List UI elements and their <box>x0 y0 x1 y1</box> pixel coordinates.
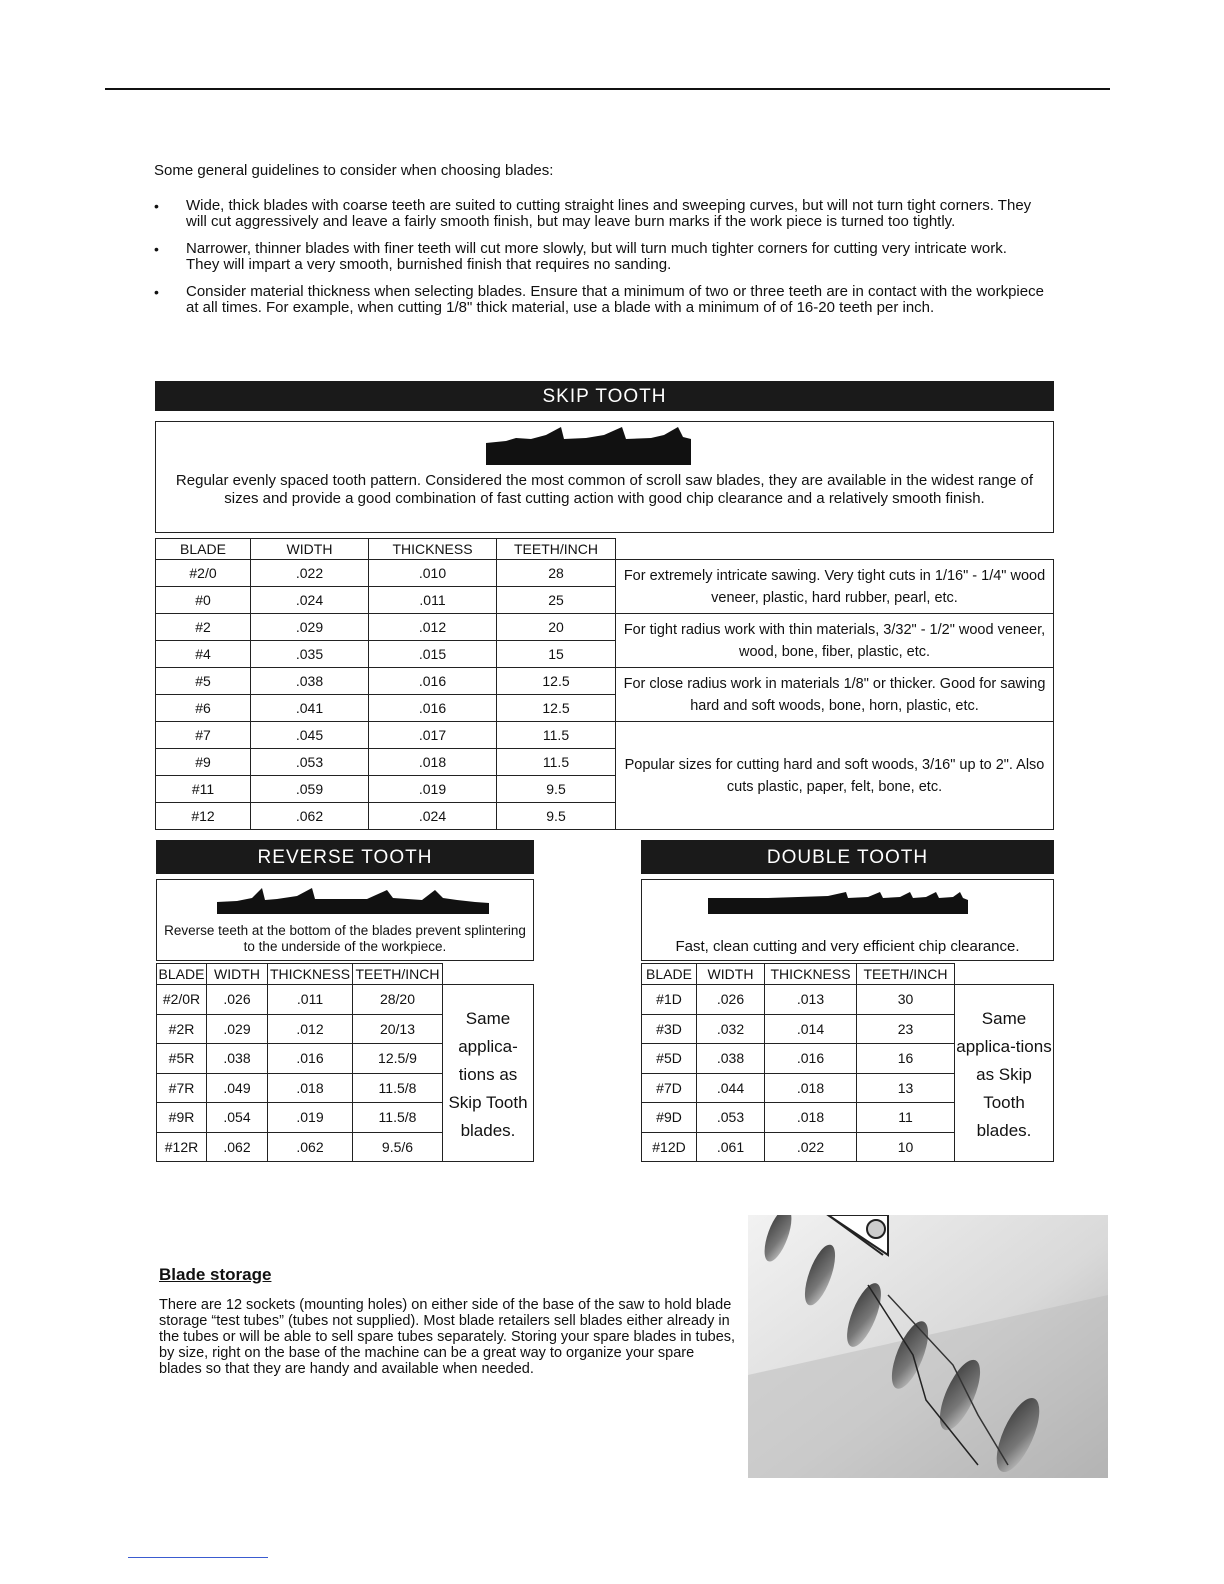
blade-storage-heading: Blade storage <box>159 1265 272 1284</box>
column-header: WIDTH <box>251 539 369 560</box>
cell-blade: #4 <box>156 641 251 668</box>
cell-blade: #7 <box>156 722 251 749</box>
skip-tooth-title: SKIP TOOTH <box>155 381 1054 411</box>
cell-blade: #9R <box>157 1103 207 1133</box>
cell-teeth: 15 <box>497 641 616 668</box>
skip-tooth-description-box <box>155 421 1054 533</box>
table-header-row <box>642 964 1054 985</box>
cell-teeth: 20/13 <box>353 1014 443 1044</box>
double-tooth-table <box>641 963 1054 1162</box>
cell-width: .029 <box>207 1014 268 1044</box>
cell-thickness: .062 <box>268 1132 353 1162</box>
cell-width: .038 <box>697 1044 765 1074</box>
cell-blade: #1D <box>642 985 697 1015</box>
cell-width: .035 <box>251 641 369 668</box>
cell-blade: #5R <box>157 1044 207 1074</box>
skip-tooth-description: Regular evenly spaced tooth pattern. Considered the most common of scroll saw blades, they are available in the widest range of sizes and provide a good combination of fast cutting action with good chip clearance and a relatively smooth finish. <box>175 472 1034 507</box>
reverse-tooth-title: REVERSE TOOTH <box>156 840 534 874</box>
column-header: TEETH/INCH <box>497 539 616 560</box>
cell-thickness: .011 <box>268 985 353 1015</box>
header-rule <box>105 88 1110 90</box>
cell-thickness: .019 <box>268 1103 353 1133</box>
skip-tooth-blade-icon <box>486 425 691 467</box>
cell-width: .022 <box>251 560 369 587</box>
cell-blade: #5 <box>156 668 251 695</box>
double-tooth-blade-icon <box>708 888 968 916</box>
reverse-tooth-description-box <box>156 879 534 961</box>
application-note: For tight radius work with thin materials, 3/32" - 1/2" wood veneer, wood, bone, fiber, plastic, etc. <box>616 614 1054 668</box>
cell-width: .038 <box>251 668 369 695</box>
cell-thickness: .016 <box>765 1044 857 1074</box>
cell-thickness: .013 <box>765 985 857 1015</box>
cell-width: .026 <box>207 985 268 1015</box>
cell-blade: #2R <box>157 1014 207 1044</box>
cell-blade: #12 <box>156 803 251 830</box>
table-row <box>156 722 1054 749</box>
blank-header <box>616 539 1054 560</box>
column-header: BLADE <box>642 964 697 985</box>
blade-storage-text: There are 12 sockets (mounting holes) on either side of the base of the saw to hold blade storage “test tubes” (tubes not supplied). Most blade retailers sell blades either already in the tubes or will be able to sell spare tubes separately. Storing your spare blades in tubes, by size, right on the base of the machine can be a great way to organize your spare blades so that they are handy and available when needed. <box>159 1297 736 1377</box>
skip-tooth-section <box>155 381 1054 830</box>
cell-thickness: .012 <box>369 614 497 641</box>
reverse-tooth-table <box>156 963 534 1162</box>
blade-storage-photo <box>748 1215 1108 1478</box>
cell-blade: #7D <box>642 1073 697 1103</box>
cell-thickness: .010 <box>369 560 497 587</box>
cell-thickness: .018 <box>369 749 497 776</box>
cell-teeth: 28 <box>497 560 616 587</box>
cell-thickness: .014 <box>765 1014 857 1044</box>
cell-thickness: .018 <box>765 1073 857 1103</box>
cell-width: .062 <box>207 1132 268 1162</box>
cell-thickness: .018 <box>765 1103 857 1133</box>
list-item: • Narrower, thinner blades with finer teeth will cut more slowly, but will turn much tighter corners for cutting very intricate work. They will impart a very smooth, burnished finish that requires no sanding. <box>154 241 1044 273</box>
cell-teeth: 16 <box>857 1044 955 1074</box>
application-note: Same applica-tions as Skip Tooth blades. <box>955 985 1054 1162</box>
cell-teeth: 11.5/8 <box>353 1103 443 1133</box>
cell-teeth: 30 <box>857 985 955 1015</box>
cell-thickness: .019 <box>369 776 497 803</box>
cell-teeth: 9.5/6 <box>353 1132 443 1162</box>
reverse-tooth-description: Reverse teeth at the bottom of the blades prevent splintering to the underside of the workpiece. <box>164 923 526 954</box>
table-header-row <box>157 964 534 985</box>
application-note: For close radius work in materials 1/8" or thicker. Good for sawing hard and soft woods, bone, horn, plastic, etc. <box>616 668 1054 722</box>
application-note: Same applica-tions as Skip Tooth blades. <box>443 985 534 1162</box>
column-header: THICKNESS <box>268 964 353 985</box>
application-note: Popular sizes for cutting hard and soft woods, 3/16" up to 2". Also cuts plastic, paper, felt, bone, etc. <box>616 722 1054 830</box>
column-header: WIDTH <box>697 964 765 985</box>
cell-width: .044 <box>697 1073 765 1103</box>
cell-blade: #5D <box>642 1044 697 1074</box>
cell-teeth: 9.5 <box>497 803 616 830</box>
cell-blade: #9 <box>156 749 251 776</box>
column-header: TEETH/INCH <box>353 964 443 985</box>
cell-thickness: .016 <box>369 695 497 722</box>
column-header: BLADE <box>157 964 207 985</box>
blank-header <box>955 964 1054 985</box>
reverse-tooth-section <box>156 840 534 1162</box>
cell-blade: #0 <box>156 587 251 614</box>
double-tooth-description: Fast, clean cutting and very efficient chip clearance. <box>675 938 1020 955</box>
cell-blade: #12R <box>157 1132 207 1162</box>
cell-teeth: 11 <box>857 1103 955 1133</box>
double-tooth-title: DOUBLE TOOTH <box>641 840 1054 874</box>
table-header-row <box>156 539 1054 560</box>
list-item: • Wide, thick blades with coarse teeth are suited to cutting straight lines and sweeping curves, but will not turn tight corners. They will cut aggressively and leave a fairly smooth finish, but may leave burn marks if the work piece is turned too tightly. <box>154 198 1044 230</box>
cell-width: .061 <box>697 1132 765 1162</box>
cell-width: .045 <box>251 722 369 749</box>
table-row <box>156 560 1054 587</box>
cell-width: .024 <box>251 587 369 614</box>
list-item: • Consider material thickness when selecting blades. Ensure that a minimum of two or three teeth are in contact with the workpiece at all times. For example, when cutting 1/8" thick material, use a blade with a minimum of of 16-20 teeth per inch. <box>154 284 1044 316</box>
cell-width: .032 <box>697 1014 765 1044</box>
cell-teeth: 10 <box>857 1132 955 1162</box>
cell-blade: #2/0 <box>156 560 251 587</box>
column-header: TEETH/INCH <box>857 964 955 985</box>
cell-width: .041 <box>251 695 369 722</box>
cell-width: .054 <box>207 1103 268 1133</box>
cell-teeth: 20 <box>497 614 616 641</box>
column-header: THICKNESS <box>765 964 857 985</box>
table-row <box>157 985 534 1015</box>
cell-blade: #7R <box>157 1073 207 1103</box>
cell-teeth: 9.5 <box>497 776 616 803</box>
column-header: BLADE <box>156 539 251 560</box>
blank-header <box>443 964 534 985</box>
cell-blade: #11 <box>156 776 251 803</box>
cell-thickness: .016 <box>369 668 497 695</box>
cell-blade: #2/0R <box>157 985 207 1015</box>
cell-thickness: .024 <box>369 803 497 830</box>
reverse-tooth-blade-icon <box>217 884 489 914</box>
cell-blade: #2 <box>156 614 251 641</box>
cell-width: .053 <box>697 1103 765 1133</box>
cell-blade: #3D <box>642 1014 697 1044</box>
table-row <box>156 614 1054 641</box>
cell-width: .059 <box>251 776 369 803</box>
cell-thickness: .018 <box>268 1073 353 1103</box>
cell-teeth: 13 <box>857 1073 955 1103</box>
column-header: THICKNESS <box>369 539 497 560</box>
cell-blade: #6 <box>156 695 251 722</box>
cell-teeth: 23 <box>857 1014 955 1044</box>
cell-blade: #9D <box>642 1103 697 1133</box>
cell-blade: #12D <box>642 1132 697 1162</box>
cell-thickness: .012 <box>268 1014 353 1044</box>
footer-link-rule <box>128 1557 268 1558</box>
double-tooth-description-box <box>641 879 1054 961</box>
cell-teeth: 12.5/9 <box>353 1044 443 1074</box>
double-tooth-section <box>641 840 1054 1162</box>
cell-width: .038 <box>207 1044 268 1074</box>
cell-thickness: .015 <box>369 641 497 668</box>
table-row <box>156 668 1054 695</box>
cell-width: .053 <box>251 749 369 776</box>
cell-thickness: .022 <box>765 1132 857 1162</box>
cell-teeth: 25 <box>497 587 616 614</box>
cell-teeth: 11.5 <box>497 722 616 749</box>
intro-text: Some general guidelines to consider when choosing blades: <box>154 162 554 179</box>
cell-teeth: 12.5 <box>497 668 616 695</box>
cell-thickness: .016 <box>268 1044 353 1074</box>
cell-teeth: 12.5 <box>497 695 616 722</box>
guidelines-list <box>154 198 1044 327</box>
cell-width: .049 <box>207 1073 268 1103</box>
cell-teeth: 28/20 <box>353 985 443 1015</box>
cell-teeth: 11.5 <box>497 749 616 776</box>
cell-width: .062 <box>251 803 369 830</box>
application-note: For extremely intricate sawing. Very tight cuts in 1/16" - 1/4" wood veneer, plastic, hard rubber, pearl, etc. <box>616 560 1054 614</box>
cell-thickness: .011 <box>369 587 497 614</box>
skip-tooth-table <box>155 538 1054 830</box>
cell-teeth: 11.5/8 <box>353 1073 443 1103</box>
cell-thickness: .017 <box>369 722 497 749</box>
cell-width: .029 <box>251 614 369 641</box>
column-header: WIDTH <box>207 964 268 985</box>
table-row <box>642 985 1054 1015</box>
cell-width: .026 <box>697 985 765 1015</box>
